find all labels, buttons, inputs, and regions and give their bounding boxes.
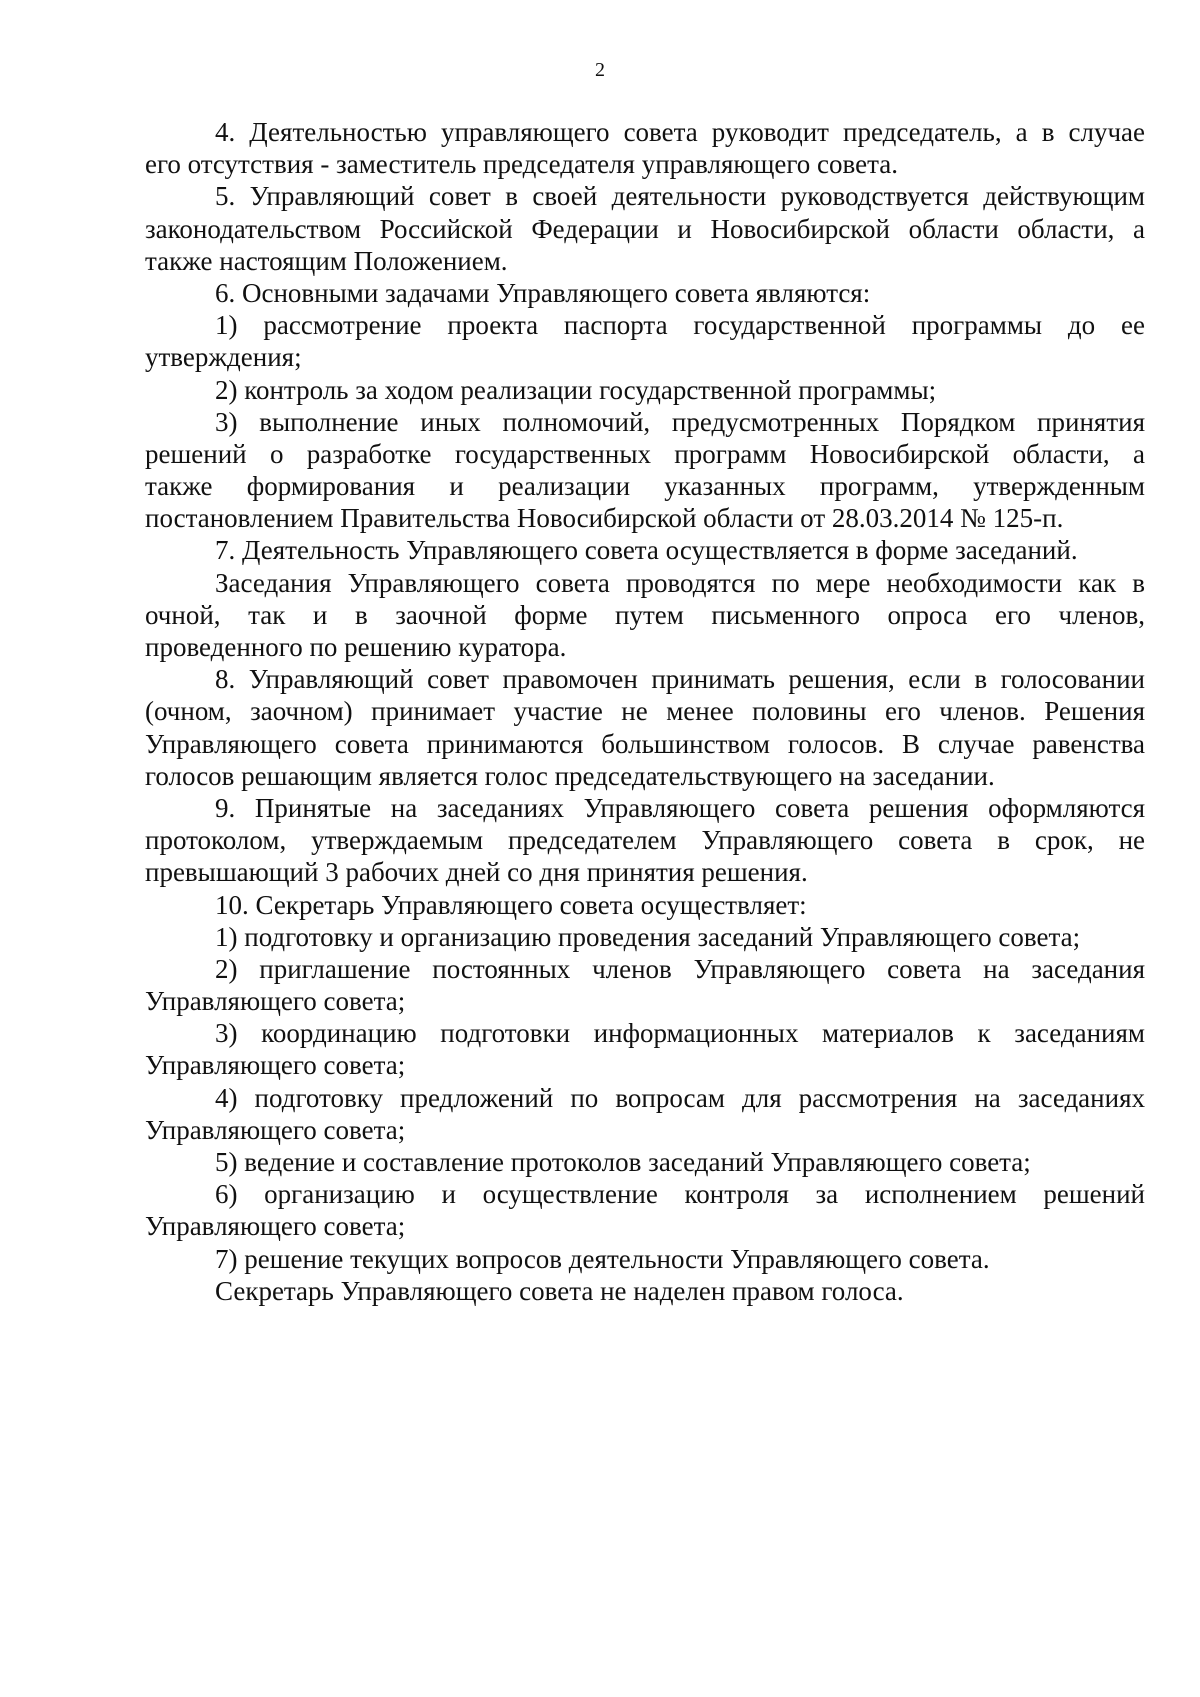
text-line: 4) подготовку предложений по вопросам для рассмотрения на заседаниях	[215, 1082, 1145, 1113]
text-line: 3) выполнение иных полномочий, предусмотренных Порядком принятия	[215, 406, 1145, 437]
text-line: Управляющего совета;	[145, 986, 406, 1017]
text-line: Управляющего совета;	[145, 1050, 406, 1081]
text-line: (очном, заочном) принимает участие не менее половины его членов. Решения	[145, 696, 1145, 727]
text-line: 7) решение текущих вопросов деятельности Управляющего совета.	[215, 1243, 990, 1274]
text-line: 2) контроль за ходом реализации государственной программы;	[215, 374, 937, 405]
text-line: 10. Секретарь Управляющего совета осуществляет:	[215, 889, 807, 920]
text-line: законодательством Российской Федерации и Новосибирской области области, а	[145, 213, 1145, 244]
text-line: 6. Основными задачами Управляющего совета являются:	[215, 277, 871, 308]
text-line: также настоящим Положением.	[145, 245, 508, 276]
text-line: его отсутствия - заместитель председателя управляющего совета.	[145, 149, 898, 180]
page-number: 2	[595, 59, 605, 81]
text-line: 6) организацию и осуществление контроля за исполнением решений	[215, 1179, 1145, 1210]
text-line: очной, так и в заочной форме путем письменного опроса его членов,	[145, 599, 1145, 630]
text-line: проведенного по решению куратора.	[145, 632, 567, 662]
text-line: Управляющего совета;	[145, 1114, 406, 1145]
text-line: Управляющего совета принимаются большинством голосов. В случае равенства	[145, 728, 1145, 759]
text-line: утверждения;	[145, 342, 302, 373]
text-line: также формирования и реализации указанных программ, утвержденным	[145, 471, 1145, 502]
text-line: 2) приглашение постоянных членов Управляющего совета на заседания	[215, 953, 1145, 984]
text-line: 1) подготовку и организацию проведения заседаний Управляющего совета;	[215, 921, 1081, 952]
text-line: 8. Управляющий совет правомочен принимать решения, если в голосовании	[215, 664, 1145, 695]
text-line: 5) ведение и составление протоколов заседаний Управляющего совета;	[215, 1147, 1031, 1177]
text-line: Управляющего совета;	[145, 1211, 406, 1242]
document-body	[145, 116, 1145, 1307]
text-line: Заседания Управляющего совета проводятся по мере необходимости как в	[215, 567, 1145, 598]
text-line: протоколом, утверждаемым председателем Управляющего совета в срок, не	[145, 825, 1145, 856]
text-line: 4. Деятельностью управляющего совета руководит председатель, а в случае	[215, 117, 1145, 147]
text-line: голосов решающим является голос председательствующего на заседании.	[145, 760, 995, 791]
text-line: 5. Управляющий совет в своей деятельности руководствуется действующим	[215, 181, 1145, 212]
text-line: 1) рассмотрение проекта паспорта государственной программы до ее	[215, 310, 1145, 341]
text-line: Секретарь Управляющего совета не наделен правом голоса.	[215, 1275, 904, 1306]
text-line: 7. Деятельность Управляющего совета осуществляется в форме заседаний.	[215, 535, 1078, 566]
text-line: решений о разработке государственных программ Новосибирской области, а	[145, 438, 1145, 469]
text-line: превышающий 3 рабочих дней со дня принятия решения.	[145, 857, 808, 888]
text-line: постановлением Правительства Новосибирской области от 28.03.2014 № 125-п.	[145, 503, 1064, 534]
text-line: 3) координацию подготовки информационных материалов к заседаниям	[215, 1018, 1145, 1049]
text-line: 9. Принятые на заседаниях Управляющего совета решения оформляются	[215, 792, 1145, 823]
